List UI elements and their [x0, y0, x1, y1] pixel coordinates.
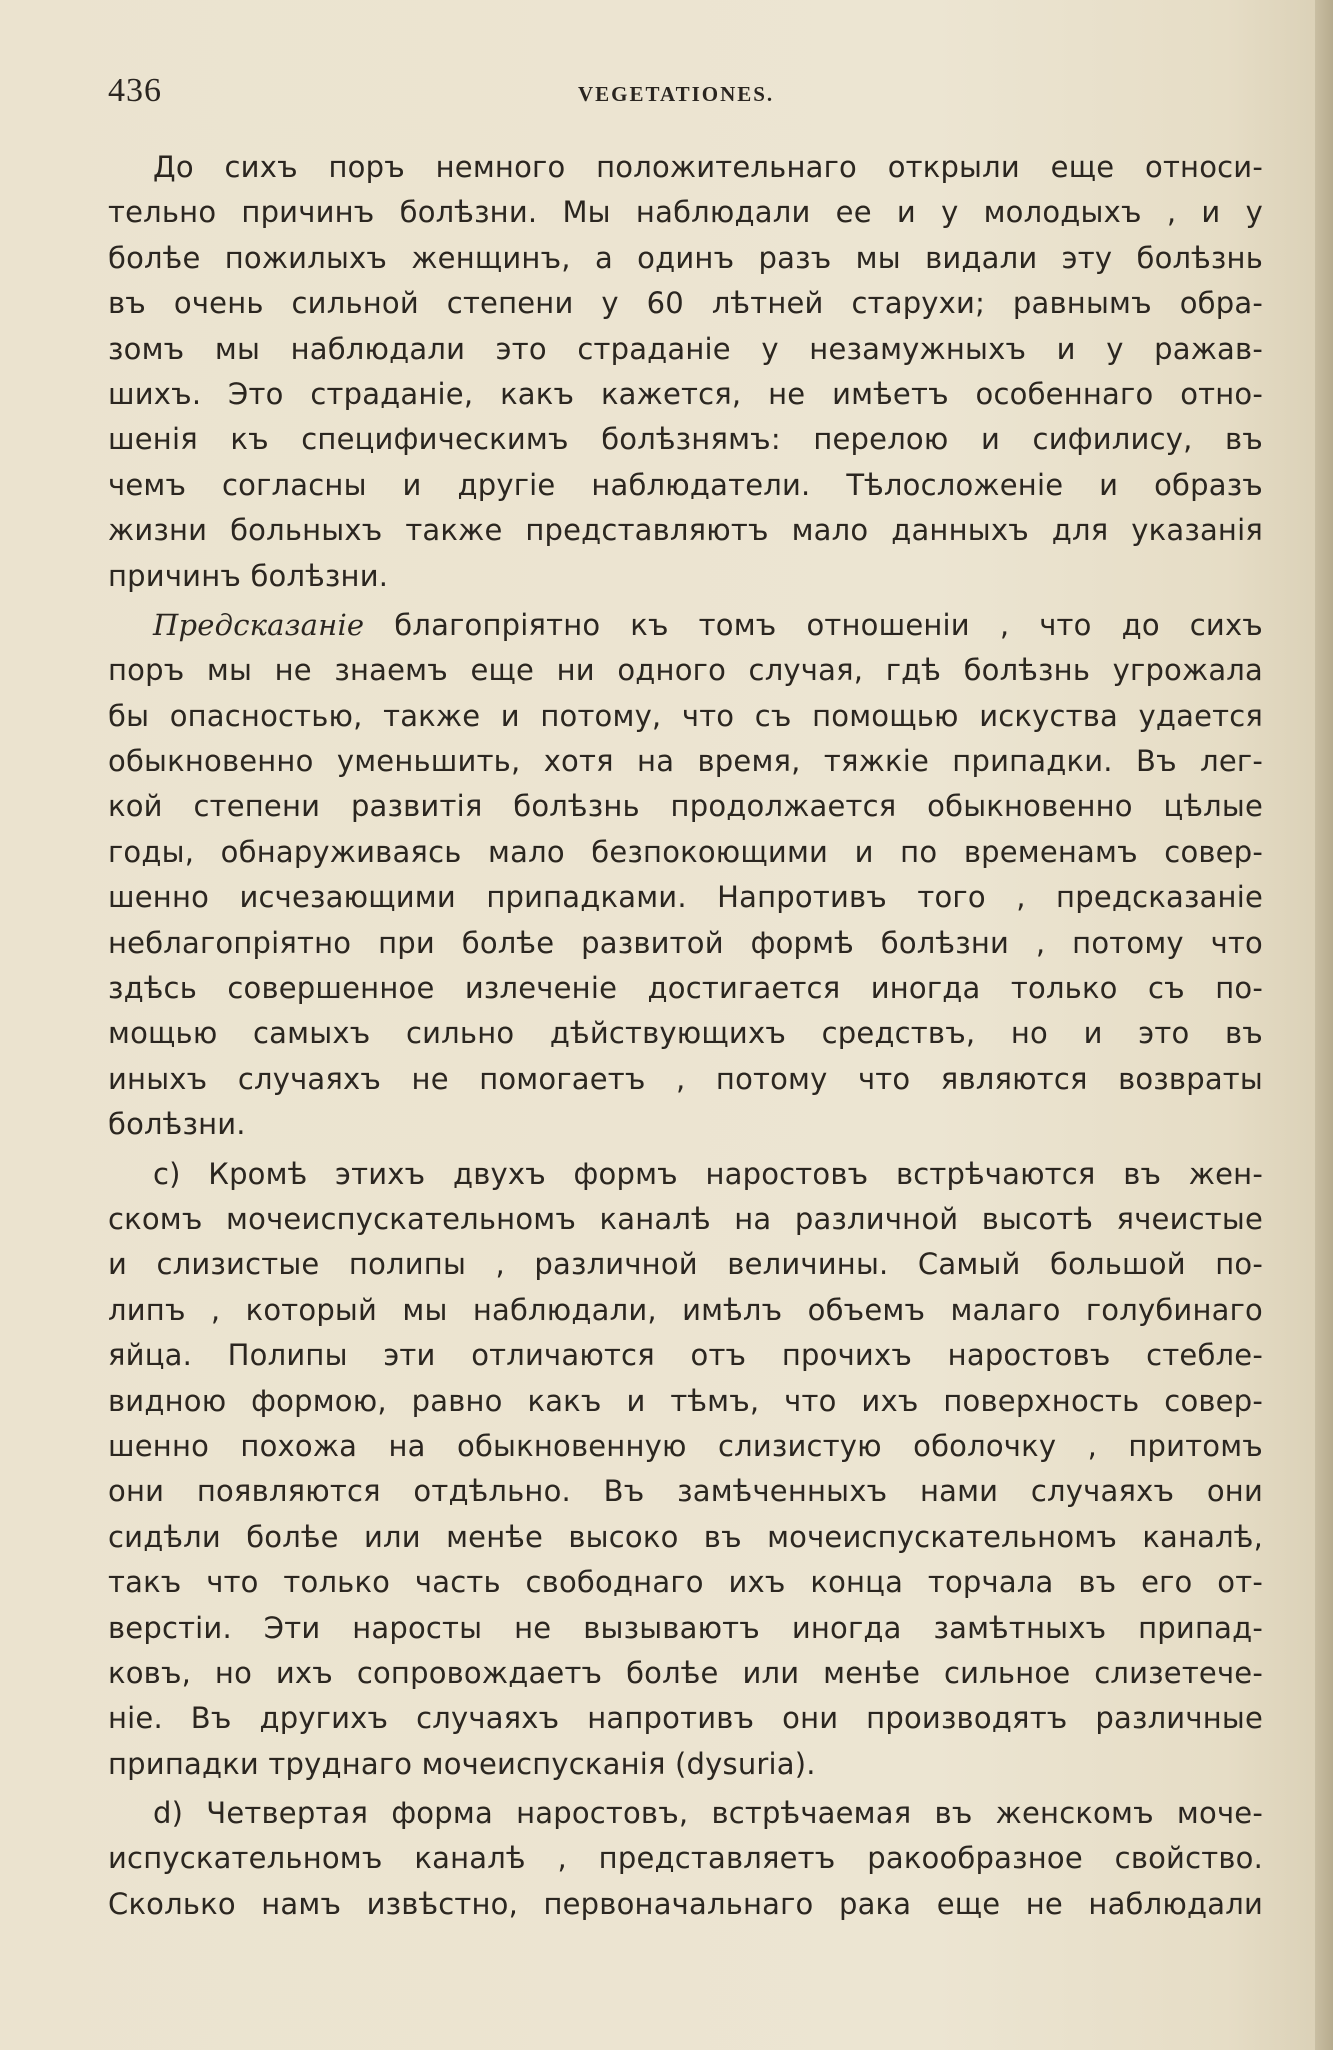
- text-line: они появляются отдѣльно. Въ замѣченныхъ нами случаяхъ они: [108, 1474, 1263, 1509]
- text-line: d) Четвертая форма наростовъ, встрѣчаемая въ женскомъ моче-: [153, 1796, 1263, 1831]
- text-line: такъ что только часть свободнаго ихъ конца торчала въ его от-: [108, 1565, 1263, 1600]
- text-line: поръ мы не знаемъ еще ни одного случая, гдѣ болѣзнь угрожала: [108, 653, 1263, 688]
- text-line: яйца. Полипы эти отличаются отъ прочихъ наростовъ стебле-: [108, 1338, 1263, 1373]
- text-line: верстіи. Эти наросты не вызываютъ иногда замѣтныхъ припад-: [108, 1610, 1263, 1645]
- text-line: видною формою, равно какъ и тѣмъ, что ихъ поверхность совер-: [108, 1383, 1263, 1418]
- text-line: причинъ болѣзни.: [108, 558, 389, 593]
- paragraph-prognosis: [108, 603, 1263, 1148]
- text-line: здѣсь совершенное излеченіе достигается иногда только съ по-: [108, 971, 1263, 1006]
- text-line: испускательномъ каналѣ , представляетъ ракообразное свойство.: [108, 1841, 1263, 1876]
- text-line: Сколько намъ извѣстно, первоначальнаго рака еще не наблюдали: [108, 1886, 1263, 1921]
- page-edge-shadow: [1315, 0, 1333, 2050]
- text-line: шенно исчезающими припадками. Напротивъ того , предсказаніе: [108, 880, 1263, 915]
- text-line: зомъ мы наблюдали это страданіе у незамужныхъ и у ражав-: [108, 331, 1263, 366]
- text-line: шенно похожа на обыкновенную слизистую оболочку , притомъ: [108, 1428, 1263, 1463]
- text-line: c) Кромѣ этихъ двухъ формъ наростовъ встрѣчаются въ жен-: [153, 1156, 1263, 1191]
- text-line: неблагопріятно при болѣе развитой формѣ болѣзни , потому что: [108, 925, 1263, 960]
- page-number: 436: [108, 72, 162, 109]
- text-line: шенія къ специфическимъ болѣзнямъ: перелою и сифилису, въ: [108, 422, 1263, 457]
- paragraph-polyps: [108, 1152, 1263, 1787]
- text-line: [108, 603, 1263, 648]
- text-line: жизни больныхъ также представляютъ мало данныхъ для указанія: [108, 513, 1263, 548]
- page-header: [108, 72, 1268, 122]
- text-line: тельно причинъ болѣзни. Мы наблюдали ее и у молодыхъ , и у: [108, 195, 1263, 230]
- text-line: липъ , который мы наблюдали, имѣлъ объемъ малаго голубинаго: [108, 1292, 1263, 1327]
- text-line: и слизистые полипы , различной величины. Самый большой по-: [108, 1247, 1263, 1282]
- text-line: ніе. Въ другихъ случаяхъ напротивъ они производятъ различные: [108, 1701, 1263, 1736]
- text-line: скомъ мочеиспускательномъ каналѣ на различной высотѣ ячеистые: [108, 1201, 1263, 1236]
- text-line: сидѣли болѣе или менѣе высоко въ мочеиспускательномъ каналѣ,: [108, 1519, 1263, 1554]
- text-line: годы, обнаруживаясь мало безпокоющими и по временамъ совер-: [108, 834, 1263, 869]
- italic-term: Предсказаніе: [153, 607, 365, 642]
- text-line: бы опасностью, также и потому, что съ помощью искуства удается: [108, 698, 1263, 733]
- text-line: въ очень сильной степени у 60 лѣтней старухи; равнымъ обра-: [108, 286, 1263, 321]
- text-line: шихъ. Это страданіе, какъ кажется, не имѣетъ особеннаго отно-: [108, 376, 1263, 411]
- text-line: чемъ согласны и другіе наблюдатели. Тѣлосложеніе и образъ: [108, 467, 1263, 502]
- running-head: VEGETATIONES.: [578, 82, 775, 106]
- paragraph-cancer: [108, 1791, 1263, 1927]
- text-line: До сихъ поръ немного положительнаго открыли еще относи-: [153, 150, 1263, 184]
- text-line: болѣе пожилыхъ женщинъ, а одинъ разъ мы видали эту болѣзнь: [108, 240, 1263, 275]
- text-line: припадки труднаго мочеиспусканія (dysuria).: [108, 1746, 816, 1781]
- text-line: иныхъ случаяхъ не помогаетъ , потому что являются возвраты: [108, 1061, 1263, 1096]
- paragraph-causes: [108, 145, 1263, 599]
- text-line: мощью самыхъ сильно дѣйствующихъ средствъ, но и это въ: [108, 1016, 1263, 1051]
- text-line: кой степени развитія болѣзнь продолжается обыкновенно цѣлые: [108, 789, 1263, 824]
- text-line: ковъ, но ихъ сопровождаетъ болѣе или менѣе сильное слизетече-: [108, 1655, 1263, 1690]
- text-span: благопріятно къ томъ отношеніи , что до сихъ: [364, 607, 1263, 642]
- text-line: болѣзни.: [108, 1107, 246, 1142]
- text-line: обыкновенно уменьшить, хотя на время, тяжкіе припадки. Въ лег-: [108, 744, 1263, 779]
- body-text: [108, 145, 1263, 1927]
